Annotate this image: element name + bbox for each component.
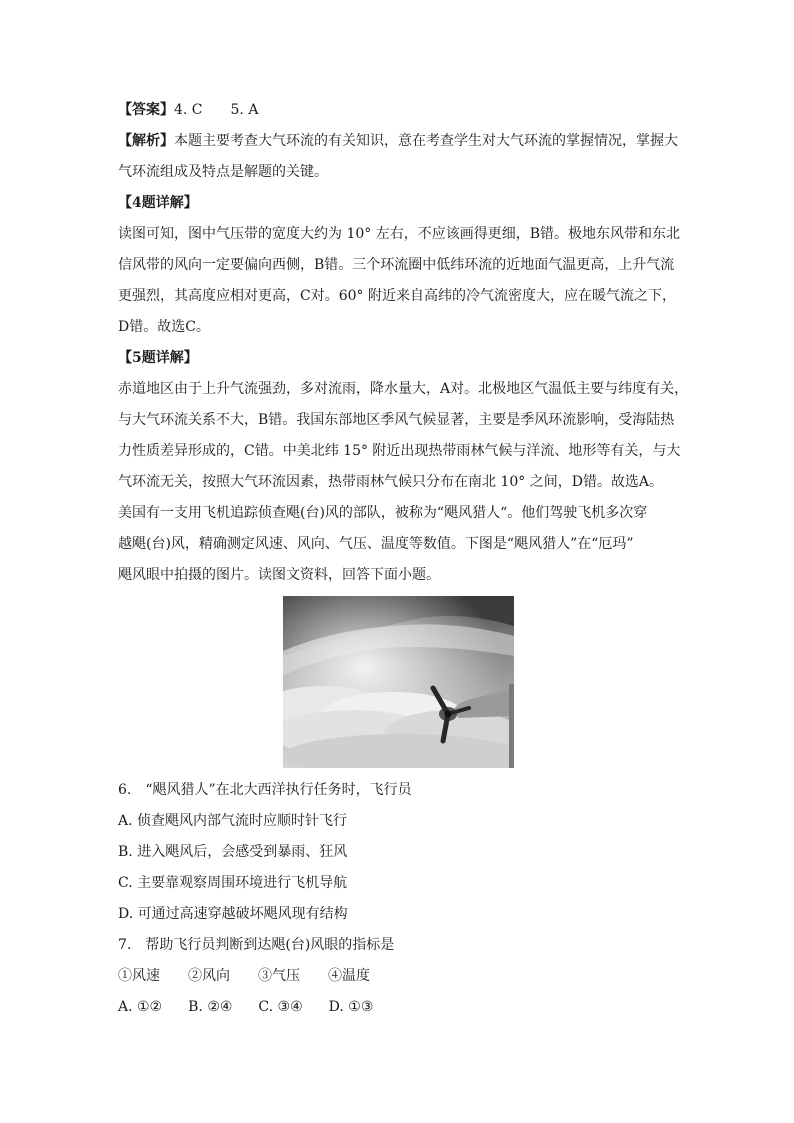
analysis-line-2: 气环流组成及特点是解题的关键。 bbox=[118, 164, 328, 180]
answer-text: 4. C 5. A bbox=[174, 102, 259, 118]
q7-item: ②风向 bbox=[188, 968, 230, 984]
analysis-line-1 bbox=[118, 131, 680, 151]
q4-line: 更强烈，其高度应相对更高，C对。60° 附近来自高纬的冷气流密度大，应在暖气流之下， bbox=[118, 288, 676, 304]
analysis-label: 【解析】 bbox=[118, 133, 174, 149]
q7-choice: B. ②④ bbox=[188, 999, 233, 1015]
q6-option: B. 进入飓风后，会感受到暴雨、狂风 bbox=[118, 844, 348, 860]
q4-line: 读图可知，图中气压带的宽度大约为 10° 左右，不应该画得更细，B错。极地东风带和东北 bbox=[118, 226, 681, 242]
q7-choice: D. ①③ bbox=[328, 999, 374, 1015]
q7-item: ④温度 bbox=[328, 968, 370, 984]
answer-label: 【答案】 bbox=[118, 102, 174, 118]
hurricane-eye-photo bbox=[283, 596, 514, 768]
answer-line bbox=[118, 100, 680, 120]
q6-stem: 6. “飓风猎人”在北大西洋执行任务时，飞行员 bbox=[118, 782, 412, 798]
q7-choice: C. ③④ bbox=[258, 999, 303, 1015]
passage-line: 越飓(台)风，精确测定风速、风向、气压、温度等数值。下图是“飓风猎人”在“厄玛” bbox=[118, 536, 634, 552]
q5-line: 赤道地区由于上升气流强劲，多对流雨，降水量大，A对。北极地区气温低主要与纬度有关， bbox=[118, 381, 689, 397]
passage-line: 飓风眼中拍摄的图片。读图文资料，回答下面小题。 bbox=[118, 567, 440, 583]
passage-line: 美国有一支用飞机追踪侦查飓(台)风的部队，被称为“飓风猎人“。他们驾驶飞机多次穿 bbox=[118, 505, 648, 521]
hurricane-eye-image bbox=[283, 596, 514, 768]
q7-item: ①风速 bbox=[118, 968, 160, 984]
q7-stem: 7. 帮助飞行员判断到达飓(台)风眼的指标是 bbox=[118, 937, 395, 953]
q4-line: D错。故选C。 bbox=[118, 319, 210, 335]
q7-choices bbox=[118, 997, 680, 1017]
q5-line: 气环流无关，按照大气环流因素，热带雨林气候只分布在南北 10° 之间，D错。故选A。 bbox=[118, 474, 664, 490]
analysis-text: 本题主要考查大气环流的有关知识，意在考查学生对大气环流的掌握情况，掌握大 bbox=[174, 133, 678, 149]
q5-heading: 【5题详解】 bbox=[118, 350, 198, 366]
q5-line: 与大气环流关系不大，B错。我国东部地区季风气候显著，主要是季风环流影响，受海陆热 bbox=[118, 412, 675, 428]
q4-line: 信风带的风向一定要偏向西侧，B错。三个环流圈中低纬环流的近地面气温更高，上升气流 bbox=[118, 257, 675, 273]
q6-option: C. 主要靠观察周围环境进行飞机导航 bbox=[118, 875, 348, 891]
document-page bbox=[118, 100, 689, 1028]
q7-choice: A. ①② bbox=[118, 999, 163, 1015]
q5-line: 力性质差异形成的，C错。中美北纬 15° 附近出现热带雨林气候与洋流、地形等有关，与大 bbox=[118, 443, 681, 459]
q7-items bbox=[118, 966, 680, 986]
q6-option: A. 侦查飓风内部气流时应顺时针飞行 bbox=[118, 813, 348, 829]
q6-option: D. 可通过高速穿越破坏飓风现有结构 bbox=[118, 906, 348, 922]
q7-item: ③气压 bbox=[258, 968, 300, 984]
q4-heading: 【4题详解】 bbox=[118, 195, 198, 211]
